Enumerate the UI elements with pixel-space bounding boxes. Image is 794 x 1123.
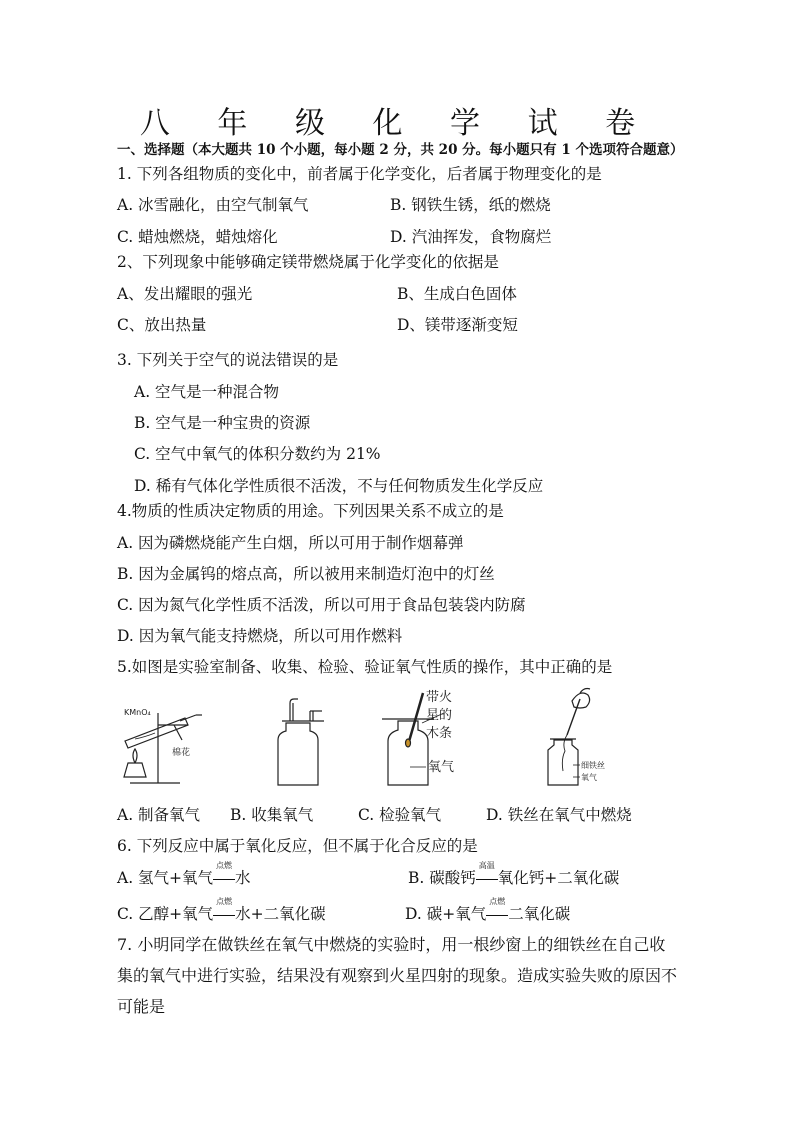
q3-option-c: C. 空气中氧气的体积分数约为 21% (134, 445, 381, 463)
label-kmno4: KMnO₄ (124, 708, 151, 717)
q6-option-b (408, 861, 620, 888)
q1-option-b: B. 钢铁生锈，纸的燃烧 (390, 196, 551, 214)
q6-option-c (117, 897, 326, 924)
apparatus-b-collecting-bottle (278, 699, 324, 785)
q1-option-c: C. 蜡烛燃烧，蜡烛熔化 (117, 228, 278, 246)
q2-option-d: D、镁带逐渐变短 (397, 316, 518, 334)
q2-stem: 2、下列现象中能够确定镁带燃烧属于化学变化的依据是 (117, 253, 499, 271)
reaction-condition: 点燃 (216, 897, 233, 906)
q3-stem: 3. 下列关于空气的说法错误的是 (117, 351, 339, 369)
apparatus-d-iron-wire (548, 689, 590, 786)
label-wire: 细铁丝 (581, 761, 605, 770)
q7-line-3: 可能是 (117, 997, 166, 1016)
q6-a-reactants: A. 氢气+氧气 (117, 869, 214, 887)
label-oxygen: 氧气 (428, 760, 455, 775)
apparatus-a-heating-tube (124, 713, 202, 783)
reaction-condition: 高温 (478, 861, 495, 870)
q3-option-d: D. 稀有气体化学性质很不活泼，不与任何物质发生化学反应 (134, 477, 544, 495)
q3-option-a: A. 空气是一种混合物 (134, 383, 280, 401)
q1-stem: 1. 下列各组物质的变化中，前者属于化学变化，后者属于物理变化的是 (117, 165, 602, 183)
q5-option-c: C. 检验氧气 (358, 806, 442, 824)
q4-option-b: B. 因为金属钨的熔点高，所以被用来制造灯泡中的灯丝 (117, 565, 495, 583)
q1-option-a: A. 冰雪融化，由空气制氧气 (117, 196, 309, 214)
q5-option-d: D. 铁丝在氧气中燃烧 (486, 806, 632, 824)
q6-a-products: 水 (235, 869, 251, 887)
q2-option-c: C、放出热量 (117, 316, 207, 334)
label-splint-2: 星的 (426, 708, 453, 723)
label-cotton: 棉花 (172, 748, 191, 758)
q4-stem: 4.物质的性质决定物质的用途。下列因果关系不成立的是 (117, 502, 504, 520)
q6-option-d (405, 897, 571, 924)
q5-option-a: A. 制备氧气 (117, 806, 201, 824)
reaction-arrow (213, 897, 235, 923)
q7-line-2: 集的氧气中进行实验，结果没有观察到火星四射的现象。造成实验失败的原因不 (117, 966, 678, 985)
reaction-arrow (486, 897, 508, 923)
reaction-arrow (476, 861, 498, 887)
q6-b-products: 氧化钙+二氧化碳 (497, 869, 620, 887)
q5-option-b: B. 收集氧气 (230, 806, 314, 824)
q6-d-reactants: D. 碳+氧气 (405, 905, 487, 923)
reaction-condition: 点燃 (216, 861, 233, 870)
q6-c-products: 水+二氧化碳 (235, 905, 326, 923)
label-splint-1: 带火 (426, 690, 453, 705)
q6-d-products: 二氧化碳 (508, 905, 571, 923)
q7-line-1: 7. 小明同学在做铁丝在氧气中燃烧的实验时，用一根纱窗上的细铁丝在自己收 (117, 935, 666, 954)
label-splint-3: 木条 (426, 726, 453, 741)
q2-option-a: A、发出耀眼的强光 (117, 285, 253, 303)
page-title: 八 年 级 化 学 试 卷 (139, 106, 655, 141)
q4-option-d: D. 因为氧气能支持燃烧，所以可用作燃料 (117, 627, 403, 645)
q2-option-b: B、生成白色固体 (397, 285, 517, 303)
q6-b-reactants: B. 碳酸钙 (408, 869, 476, 887)
label-oxygen-2: 氧气 (581, 773, 597, 782)
q4-option-c: C. 因为氮气化学性质不活泼，所以可用于食品包装袋内防腐 (117, 596, 526, 614)
reaction-condition: 点燃 (489, 897, 506, 906)
reaction-arrow (213, 861, 235, 887)
q6-stem: 6. 下列反应中属于氧化反应，但不属于化合反应的是 (117, 837, 478, 855)
q3-option-b: B. 空气是一种宝贵的资源 (134, 414, 311, 432)
q1-option-d: D. 汽油挥发，食物腐烂 (390, 228, 552, 246)
q6-c-reactants: C. 乙醇+氧气 (117, 905, 214, 923)
q6-option-a (117, 861, 251, 888)
section-heading: 一、选择题（本大题共 10 个小题，每小题 2 分，共 20 分。每小题只有 1 个选项符合题意） (117, 142, 684, 158)
q4-option-a: A. 因为磷燃烧能产生白烟，所以可用于制作烟幕弹 (117, 534, 464, 552)
q5-stem: 5.如图是实验室制备、收集、检验、验证氧气性质的操作，其中正确的是 (117, 658, 613, 676)
q5-figure (110, 685, 630, 795)
